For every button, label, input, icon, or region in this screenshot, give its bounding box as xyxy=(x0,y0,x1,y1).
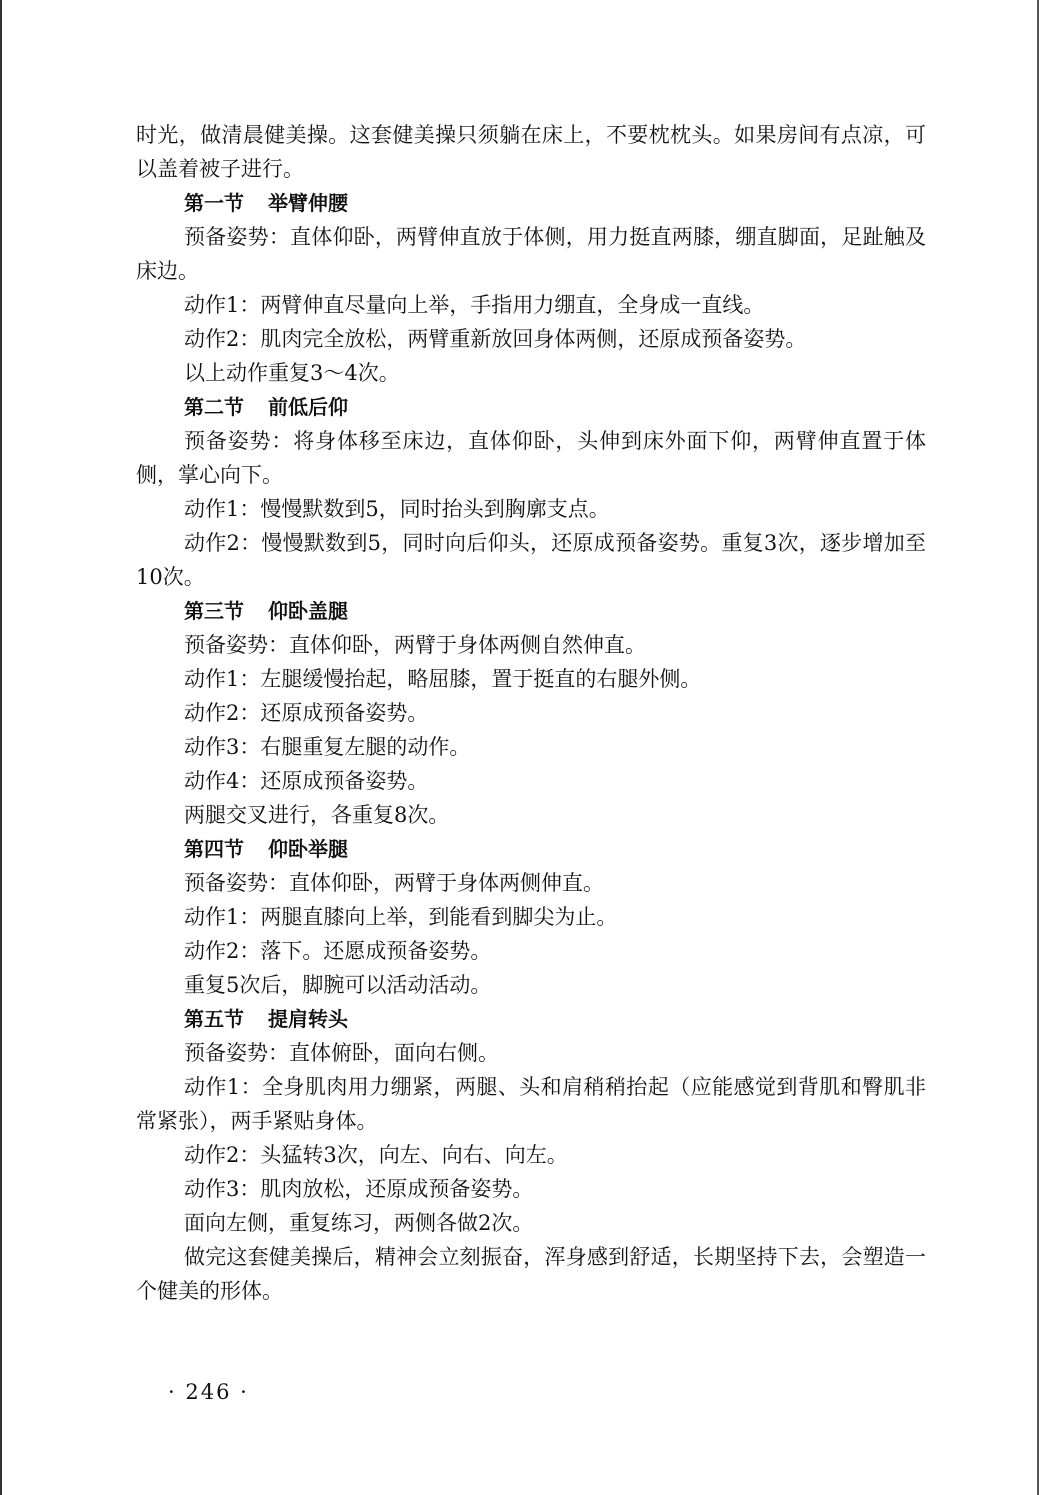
section-number: 第一节 xyxy=(184,191,244,215)
page-body xyxy=(136,118,926,1308)
section-heading-4 xyxy=(136,832,926,866)
paragraph: 预备姿势：将身体移至床边，直体仰卧，头伸到床外面下仰，两臂伸直置于体侧，掌心向下。 xyxy=(136,429,926,487)
paragraph: 两腿交叉进行，各重复8次。 xyxy=(184,803,450,827)
paragraph: 动作1：两臂伸直尽量向上举，手指用力绷直，全身成一直线。 xyxy=(184,293,765,317)
paragraph: 预备姿势：直体仰卧，两臂于身体两侧自然伸直。 xyxy=(184,633,646,657)
section-number: 第五节 xyxy=(184,1007,244,1031)
paragraph: 以上动作重复3～4次。 xyxy=(184,361,400,385)
section-title: 提肩转头 xyxy=(268,1007,348,1031)
paragraph: 预备姿势：直体仰卧，两臂伸直放于体侧，用力挺直两膝，绷直脚面，足趾触及床边。 xyxy=(136,225,926,283)
page-right-edge xyxy=(1037,0,1039,1495)
paragraph: 面向左侧，重复练习，两侧各做2次。 xyxy=(184,1211,534,1235)
section-heading-3 xyxy=(136,594,926,628)
paragraph: 预备姿势：直体俯卧，面向右侧。 xyxy=(184,1041,499,1065)
section-title: 仰卧举腿 xyxy=(268,837,348,861)
paragraph: 动作1：左腿缓慢抬起，略屈膝，置于挺直的右腿外侧。 xyxy=(184,667,702,691)
closing-paragraph: 做完这套健美操后，精神会立刻振奋，浑身感到舒适，长期坚持下去，会塑造一个健美的形体。 xyxy=(136,1245,926,1303)
paragraph: 动作1：全身肌肉用力绷紧，两腿、头和肩稍稍抬起（应能感觉到背肌和臀肌非常紧张），两手紧贴身体。 xyxy=(136,1075,926,1133)
paragraph: 动作4：还原成预备姿势。 xyxy=(184,769,429,793)
paragraph: 动作3：肌肉放松，还原成预备姿势。 xyxy=(184,1177,534,1201)
section-heading-2 xyxy=(136,390,926,424)
paragraph: 动作2：慢慢默数到5，同时向后仰头，还原成预备姿势。重复3次，逐步增加至10次。 xyxy=(136,531,926,589)
paragraph: 动作2：肌肉完全放松，两臂重新放回身体两侧，还原成预备姿势。 xyxy=(184,327,807,351)
section-title: 举臂伸腰 xyxy=(268,191,348,215)
paragraph: 动作2：还原成预备姿势。 xyxy=(184,701,429,725)
section-number: 第三节 xyxy=(184,599,244,623)
section-title: 仰卧盖腿 xyxy=(268,599,348,623)
section-heading-1 xyxy=(136,186,926,220)
section-title: 前低后仰 xyxy=(268,395,348,419)
paragraph: 动作1：慢慢默数到5，同时抬头到胸廓支点。 xyxy=(184,497,610,521)
section-number: 第二节 xyxy=(184,395,244,419)
paragraph: 动作2：头猛转3次，向左、向右、向左。 xyxy=(184,1143,568,1167)
section-heading-5 xyxy=(136,1002,926,1036)
page-left-edge xyxy=(0,0,2,1495)
section-number: 第四节 xyxy=(184,837,244,861)
paragraph: 动作1：两腿直膝向上举，到能看到脚尖为止。 xyxy=(184,905,618,929)
paragraph: 重复5次后，脚腕可以活动活动。 xyxy=(184,973,492,997)
page-number: · 246 · xyxy=(168,1380,249,1404)
paragraph: 动作3：右腿重复左腿的动作。 xyxy=(184,735,471,759)
paragraph: 动作2：落下。还愿成预备姿势。 xyxy=(184,939,492,963)
paragraph: 预备姿势：直体仰卧，两臂于身体两侧伸直。 xyxy=(184,871,604,895)
intro-paragraph: 时光，做清晨健美操。这套健美操只须躺在床上，不要枕枕头。如果房间有点凉，可以盖着被子进行。 xyxy=(136,123,926,181)
